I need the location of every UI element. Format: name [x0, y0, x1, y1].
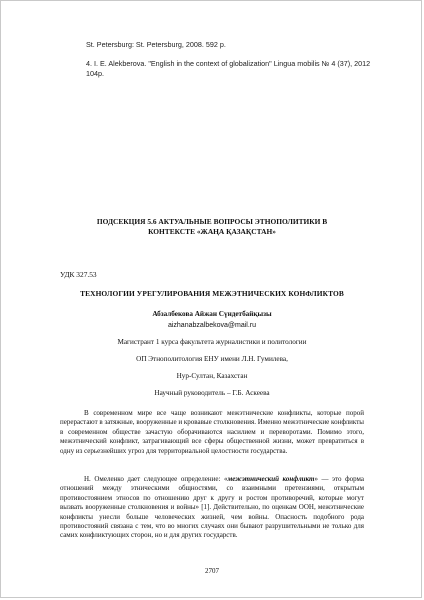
reference-item-4 [86, 59, 382, 78]
section-heading [60, 217, 364, 237]
author-city: Нур-Султан, Казахстан [176, 372, 248, 380]
paragraph2-lead: Н. Омеленко дает следующее определение: « [84, 475, 228, 483]
author-supervisor: Научный руководитель – Г.Б. Аскеева [154, 389, 270, 397]
reference-continuation: St. Petersburg: St. Petersburg, 2008. 592 p. [86, 40, 226, 49]
author-name: Абзалбекова Айжан Сүндетбайқызы [152, 310, 272, 318]
page-number: 2707 [205, 567, 219, 575]
reference-text: I. E. Alekberova. "English in the context of globalization" Lingua mobilis № 4 (37), 2012 104p. [86, 59, 371, 78]
udk-code: УДК 327.53 [60, 270, 97, 279]
body-paragraph-1: В современном мире все чаще возникают межэтнические конфликты, которые порой перерастают в затяжные, вооруженные и кровавые столкновения. Именно межэтнические конфликты в современном обществе зачастую оборачиваются насилием и переворотами. Помимо этого, межэтнический конфликт, затрагивающий все сферы общественной жизни, может превратиться в одну из серьезнейших угроз для территориальной целостности государства. [60, 409, 364, 455]
reference-number: 4. [86, 59, 92, 68]
author-program: ОП Этнополитология ЕНУ имени Л.Н. Гумилева, [136, 355, 288, 363]
paragraph2-rest: » — это форма отношений между этническими общностями, со взаимными претензиями, открытым противостоянием этносов по отношению друг к другу и ростом противоречий, которые могут вызвать вооруженные столкновения и войны» [1]. Действительно, по оценкам ООН, межэтнические конфликты унесли больше человеческих жизней, чем войны. Опасность подобного рода противостояний связана с тем, что во многих случаях они бывают разрушительными не только для самих конфликтующих сторон, но и для других государств. [60, 475, 364, 540]
section-heading-line1: ПОДСЕКЦИЯ 5.6 АКТУАЛЬНЫЕ ВОПРОСЫ ЭТНОПОЛИТИКИ В [96, 217, 328, 226]
defined-term: межэтнический конфликт [227, 475, 315, 483]
article-title: ТЕХНОЛОГИИ УРЕГУЛИРОВАНИЯ МЕЖЭТНИЧЕСКИХ КОНФЛИКТОВ [80, 289, 344, 298]
body-paragraph-2 [60, 475, 364, 541]
author-email[interactable]: aizhanabzalbekova@mail.ru [167, 322, 257, 329]
section-heading-line2: КОНТЕКСТЕ «ЖАҢА ҚАЗАҚСТАН» [148, 226, 276, 236]
author-position: Магистрант 1 курса факультета журналистики и политологии [117, 338, 307, 346]
